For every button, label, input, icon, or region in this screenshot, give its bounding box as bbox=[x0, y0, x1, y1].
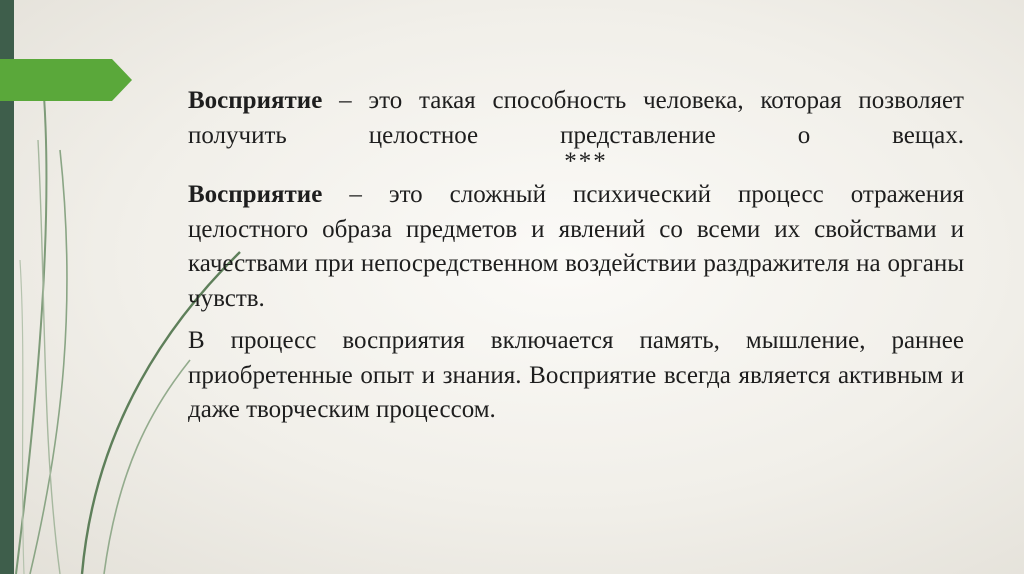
term-perception: Восприятие bbox=[188, 87, 323, 114]
explanation-paragraph bbox=[188, 324, 964, 428]
arrow-tab-icon bbox=[0, 59, 132, 101]
definition-paragraph-2 bbox=[188, 178, 964, 316]
definition-paragraph-1 bbox=[188, 84, 964, 153]
slide-content bbox=[188, 84, 964, 428]
definition-text: – это сложный психический процесс отражения целостного образа предметов и явлений со всеми их свойствами и качествами при непосредственном воздействии раздражителя на органы чувств. bbox=[188, 181, 964, 312]
term-perception: Восприятие bbox=[188, 181, 323, 208]
separator-stars: *** bbox=[564, 148, 608, 175]
explanation-text: В процесс восприятия включается память, мышление, раннее приобретенные опыт и знания. Восприятие всегда является активным и даже творческим процессом. bbox=[188, 327, 964, 423]
definition-text: – это такая способность человека, которая позволяет получить целостное представление о вещах. bbox=[188, 87, 964, 149]
